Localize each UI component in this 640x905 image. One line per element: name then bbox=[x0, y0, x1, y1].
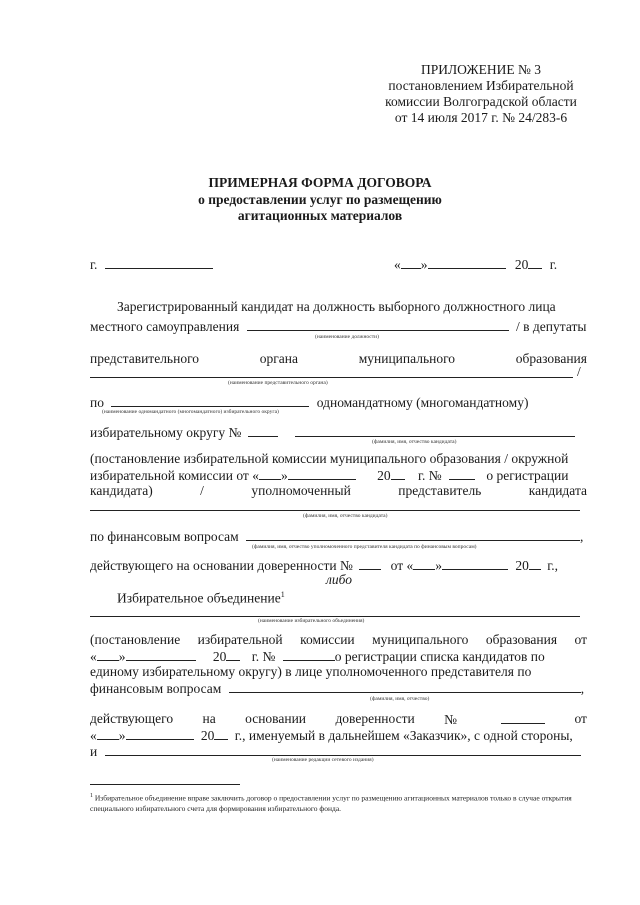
caption-position: (наименование должности) bbox=[315, 334, 379, 340]
appendix-commission-line: комиссии Волгоградской области bbox=[385, 94, 577, 109]
footnote-ref[interactable]: 1 bbox=[280, 590, 285, 599]
position-blank[interactable] bbox=[247, 318, 509, 331]
caption-candidate-2: (фамилия, имя, отчество кандидата) bbox=[303, 513, 388, 519]
city-prefix: г. bbox=[90, 257, 98, 272]
resolution-month-blank[interactable] bbox=[288, 467, 356, 480]
month-blank[interactable] bbox=[428, 256, 506, 269]
city-blank[interactable] bbox=[105, 256, 213, 269]
footnote-text: Избирательное объединение вправе заключить договор о предоставлении услуг по размещению агитационных материалов только в случае открытия специального избирательного счета для формирования избирательного фонда. bbox=[90, 793, 572, 813]
resolution-line2: избирательной комиссии от « » 20 г. № о регистрации bbox=[90, 468, 569, 483]
caption-fin-rep: (фамилия, имя, отчество уполномоченного представителя кандидата по финансовым вопросам) bbox=[252, 544, 477, 550]
resolution2-day-blank[interactable] bbox=[97, 648, 119, 661]
document-subtitle: о предоставлении услуг по размещению bbox=[198, 192, 442, 207]
resolution2-line4: финансовым вопросам , bbox=[90, 681, 585, 696]
appendix-number: ПРИЛОЖЕНИЕ № 3 bbox=[420, 62, 542, 77]
footnote bbox=[90, 791, 590, 814]
appendix-date-line: от 14 июля 2017 г. № 24/283-6 bbox=[394, 110, 568, 125]
resolution2-year-blank[interactable] bbox=[226, 648, 240, 661]
or-word: либо bbox=[326, 572, 352, 587]
proxy-year-blank[interactable] bbox=[529, 557, 541, 570]
document-title: ПРИМЕРНАЯ ФОРМА ДОГОВОРА bbox=[208, 175, 432, 190]
caption-association: (наименование избирательного объединения) bbox=[258, 618, 365, 624]
document-subtitle-2: агитационных материалов bbox=[237, 208, 403, 223]
resolution2-month-blank[interactable] bbox=[126, 648, 196, 661]
resolution-line1: (постановление избирательной комиссии муниципального образования / окружной bbox=[90, 451, 569, 466]
date-field: « » 20 г. bbox=[394, 257, 558, 272]
fio-blank[interactable] bbox=[229, 680, 581, 693]
footnote-divider bbox=[90, 784, 240, 785]
organ-blank[interactable] bbox=[90, 377, 573, 378]
and-line: и bbox=[90, 743, 581, 760]
acting-number-blank[interactable] bbox=[501, 711, 545, 724]
acting-day-blank[interactable] bbox=[97, 727, 119, 740]
resolution-day-blank[interactable] bbox=[259, 467, 281, 480]
district-line: по одномандатному (многомандатному) bbox=[90, 395, 529, 410]
appendix-resolution-line: постановлением Избирательной bbox=[388, 78, 574, 93]
caption-fio: (фамилия, имя, отчество) bbox=[370, 696, 430, 702]
proxy-number-blank[interactable] bbox=[359, 557, 381, 570]
acting-line1: действующего на основании доверенности № от bbox=[90, 711, 587, 727]
city-field bbox=[90, 256, 213, 273]
acting-month-blank[interactable] bbox=[126, 727, 194, 740]
proxy-day-blank[interactable] bbox=[413, 557, 435, 570]
p2-line: представительного органа муниципального образования bbox=[90, 351, 587, 366]
resolution2-line1: (постановление избирательной комиссии муниципального образования от bbox=[90, 632, 587, 647]
appendix-header bbox=[376, 62, 586, 126]
year-blank[interactable] bbox=[528, 256, 542, 269]
caption-organ: (наименование представительного органа) bbox=[228, 380, 328, 386]
p1-line2: местного самоуправления / в депутаты bbox=[90, 319, 587, 334]
resolution-number-blank[interactable] bbox=[449, 467, 475, 480]
candidate-name-blank[interactable] bbox=[295, 424, 575, 437]
resolution2-line2: « » 20 г. № о регистрации списка кандидатов по bbox=[90, 649, 545, 664]
caption-district: (наименование одномандатного (многомандатного) избирательного округа) bbox=[102, 409, 279, 415]
district-number-blank[interactable] bbox=[248, 424, 278, 437]
p1-line1: Зарегистрированный кандидат на должность выборного должностного лица bbox=[117, 299, 556, 314]
proxy-month-blank[interactable] bbox=[442, 557, 508, 570]
association-label: Избирательное объединение$^1$ bbox=[117, 590, 285, 606]
acting-year-blank[interactable] bbox=[214, 727, 228, 740]
acting-line2: « » 20 г., именуемый в дальнейшем «Заказчик», с одной стороны, bbox=[90, 728, 573, 743]
caption-network: (наименование редакции сетевого издания) bbox=[272, 757, 374, 763]
resolution-year-blank[interactable] bbox=[391, 467, 405, 480]
organ-slash: / bbox=[577, 364, 581, 379]
fin-rep-blank[interactable] bbox=[246, 528, 580, 541]
resolution-line3: кандидата) / уполномоченный представитель кандидата bbox=[90, 483, 587, 498]
resolution2-line3: единому избирательному округу) в лице уполномоченного представителя по bbox=[90, 664, 532, 679]
caption-candidate: (фамилия, имя, отчество кандидата) bbox=[372, 439, 457, 445]
financial-line: по финансовым вопросам , bbox=[90, 529, 584, 544]
candidate-name-blank-2[interactable] bbox=[90, 510, 580, 511]
network-edition-blank[interactable] bbox=[105, 743, 581, 756]
footnote-mark: 1 bbox=[90, 793, 93, 799]
resolution2-number-blank[interactable] bbox=[283, 648, 335, 661]
district-blank[interactable] bbox=[111, 394, 309, 407]
proxy-line: действующего на основании доверенности № от « » 20 г., bbox=[90, 558, 558, 573]
district-number-line: избирательному округу № bbox=[90, 424, 575, 441]
association-name-blank[interactable] bbox=[90, 616, 580, 617]
day-blank[interactable] bbox=[401, 256, 421, 269]
